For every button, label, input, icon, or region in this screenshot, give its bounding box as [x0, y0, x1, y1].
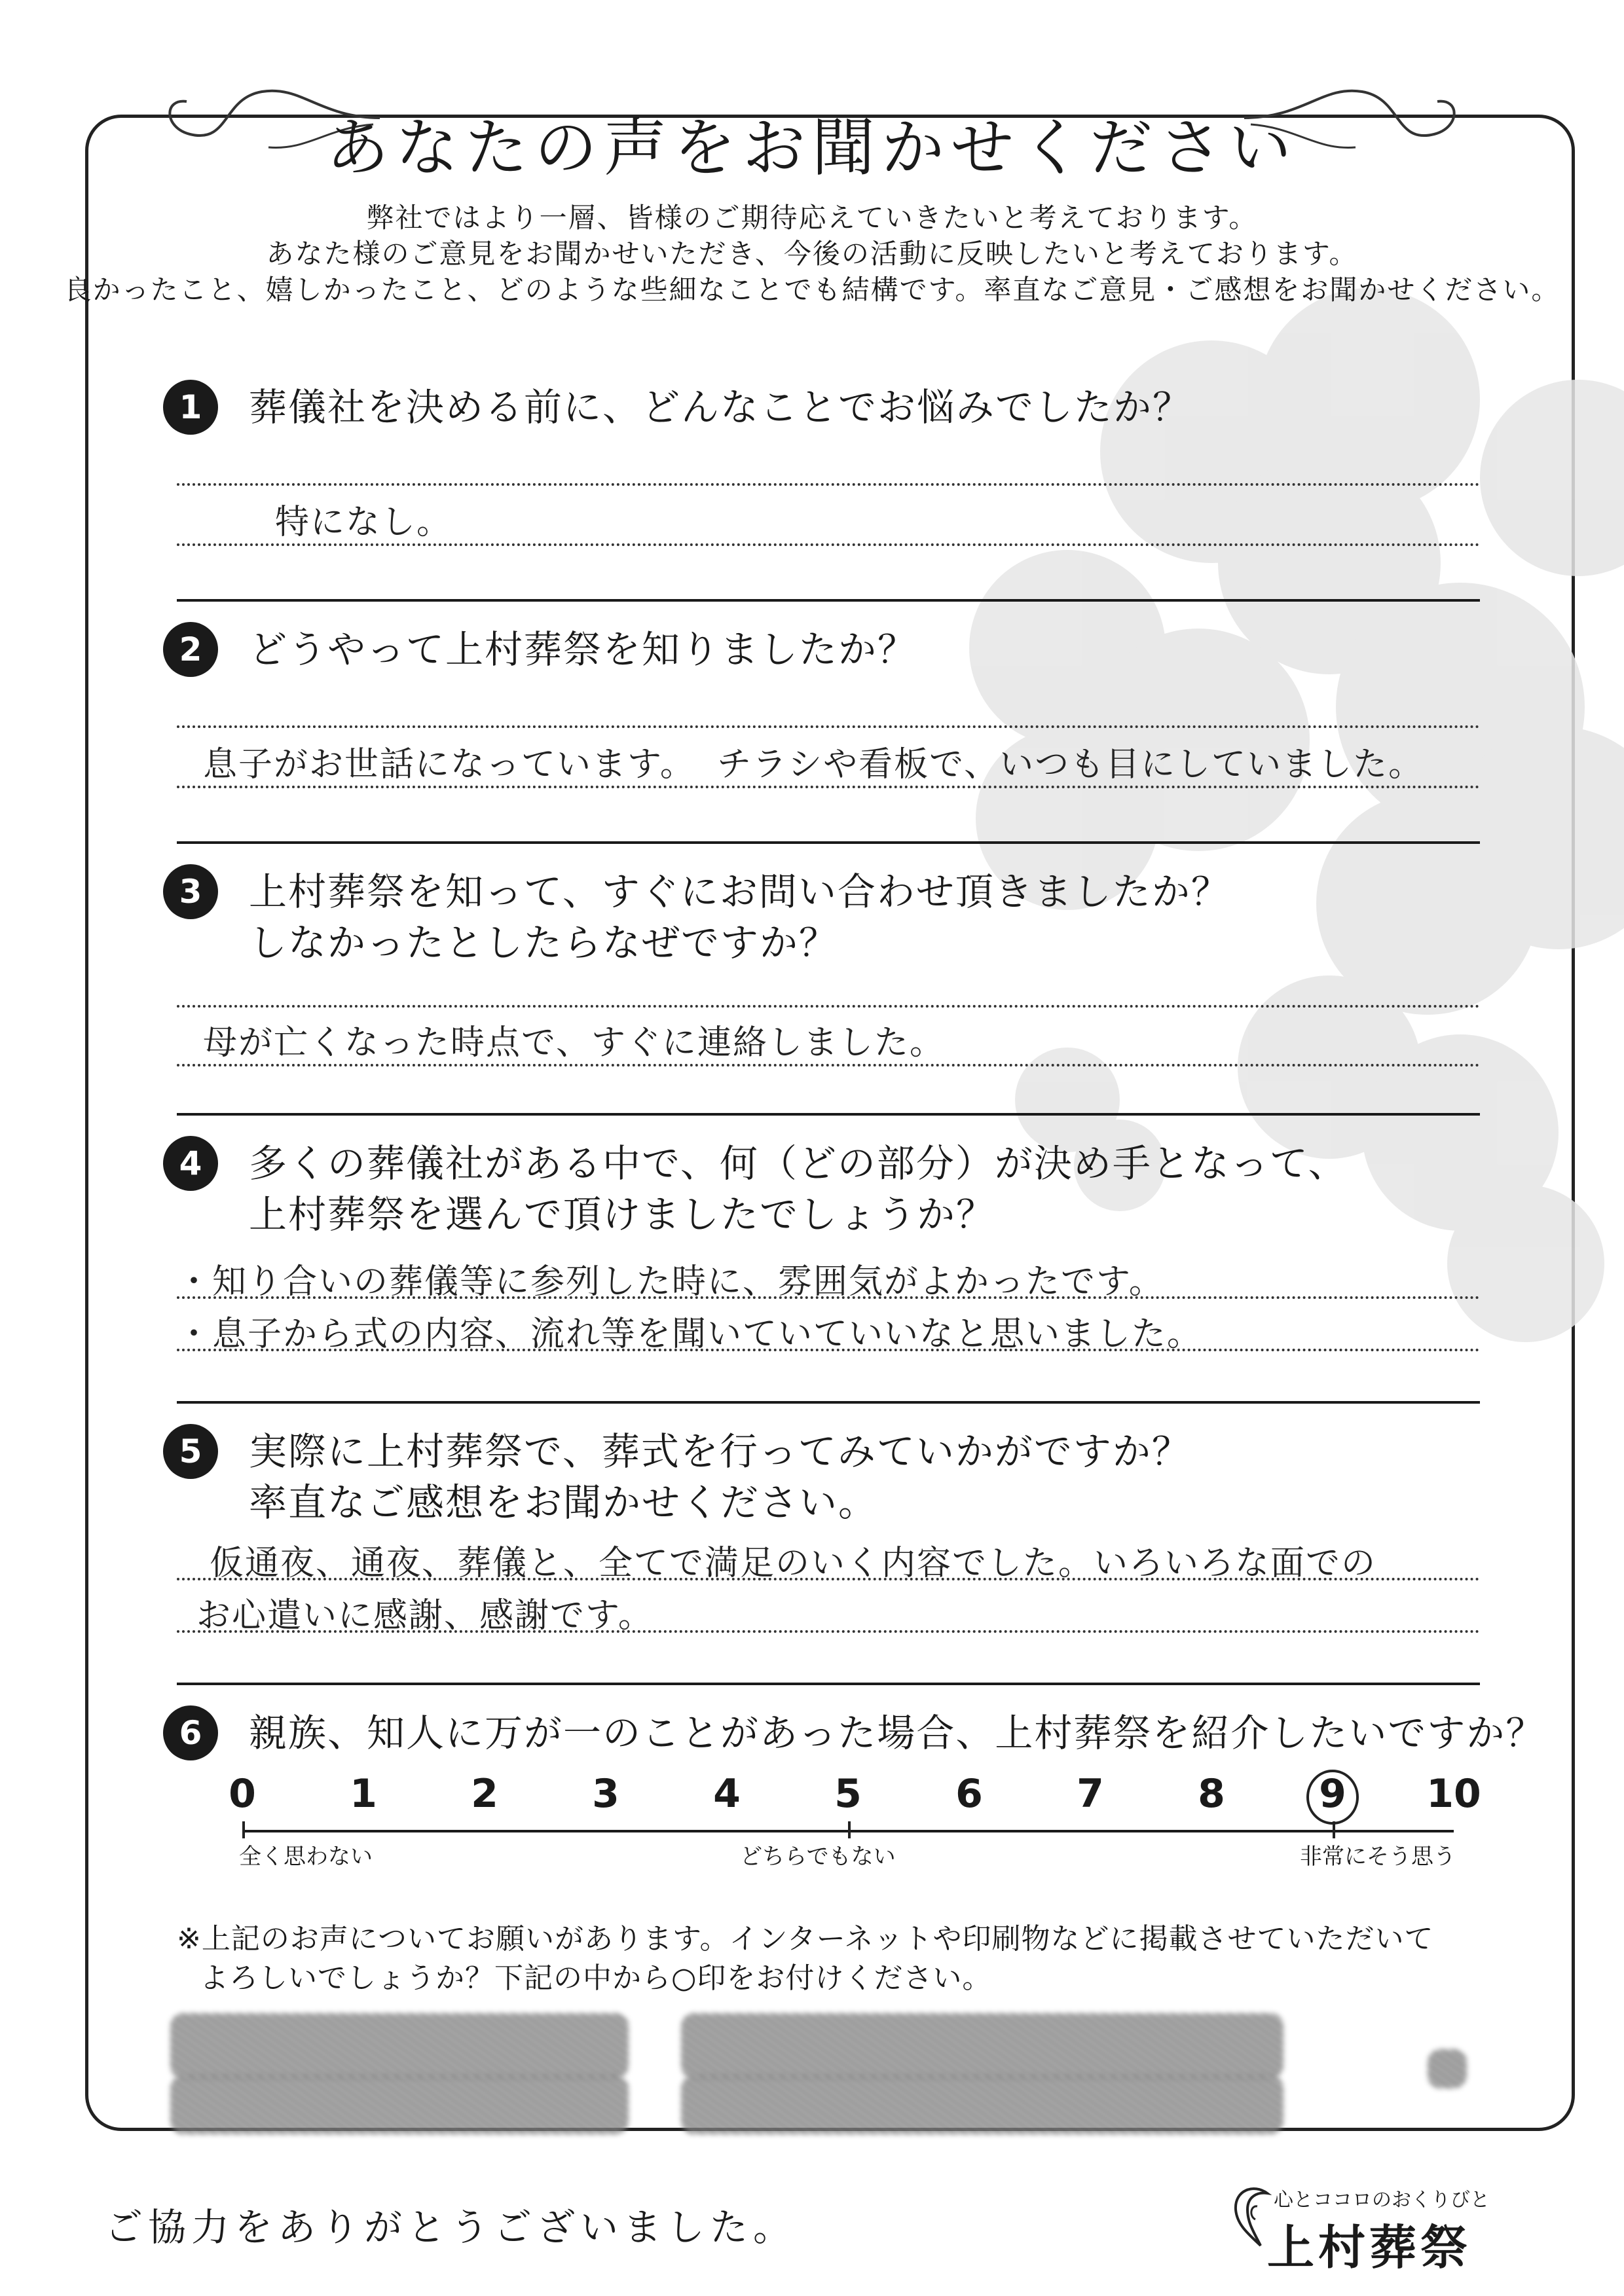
- question-text: 多くの葬儀社がある中で、何（どの部分）が決め手となって、: [249, 1141, 1348, 1186]
- handwritten-answer: ・息子から式の内容、流れ等を聞いていていいなと思いました。: [177, 1315, 1203, 1354]
- scale-option-1[interactable]: 1: [350, 1771, 377, 1817]
- section-divider: [177, 599, 1480, 602]
- intro-line: 良かったこと、嬉しかったこと、どのような些細なことでも結構です。率直なご意見・ご感想をお聞かせください。: [64, 274, 1560, 306]
- handwritten-answer: 特になし。: [275, 503, 452, 542]
- question-number-badge: 1: [163, 380, 218, 435]
- question-text: 実際に上村葬祭で、葬式を行ってみていかがですか？: [249, 1429, 1191, 1474]
- question-text: 親族、知人に万が一のことがあった場合、上村葬祭を紹介したいですか？: [249, 1711, 1545, 1755]
- publication-note: よろしいでしょうか？下記の中から○印をお付けください。: [200, 1961, 992, 1995]
- intro-line: あなた様のご意見をお聞かせいただき、今後の活動に反映したいと考えております。: [266, 238, 1358, 270]
- intro-line: 弊社ではより一層、皆様のご期待応えていきたいと考えております。: [366, 202, 1258, 234]
- scale-tick: [848, 1821, 851, 1838]
- scale-caption-middle: どちらでもない: [740, 1844, 896, 1870]
- scale-option-9[interactable]: 9: [1319, 1771, 1346, 1817]
- brand-name: 上村葬祭: [1267, 2220, 1472, 2275]
- question-number-badge: 6: [163, 1705, 218, 1760]
- question-text: しなかったとしたらなぜですか？: [249, 920, 839, 965]
- question-text: 上村葬祭を知って、すぐにお問い合わせ頂きましたか？: [249, 869, 1230, 914]
- answer-line: [177, 1005, 1480, 1008]
- question-number-badge: 2: [163, 622, 218, 677]
- redacted-option: [681, 2075, 1283, 2134]
- question-number-badge: 5: [163, 1424, 218, 1479]
- scale-tick: [242, 1821, 245, 1838]
- thanks-message: ご協力をありがとうございました。: [105, 2205, 797, 2250]
- question-number-badge: 4: [163, 1136, 218, 1191]
- scale-option-6[interactable]: 6: [955, 1771, 983, 1817]
- handwritten-answer: 息子がお世話になっています。 チラシや看板で、いつも目にしていました。: [203, 745, 1424, 784]
- question-text: どうやって上村葬祭を知りましたか？: [249, 627, 917, 672]
- answer-line: [177, 786, 1480, 788]
- handwritten-answer: ・知り合いの葬儀等に参列した時に、雰囲気がよかったです。: [177, 1262, 1164, 1302]
- answer-line: [177, 483, 1480, 486]
- scale-option-2[interactable]: 2: [471, 1771, 498, 1817]
- publication-note: ※上記のお声についてお願いがあります。インターネットや印刷物などに掲載させていただいて: [177, 1922, 1434, 1956]
- redacted-option: [681, 2013, 1283, 2079]
- section-divider: [177, 1401, 1480, 1404]
- answer-line: [177, 1630, 1480, 1633]
- answer-line: [177, 543, 1480, 546]
- handwritten-answer: お心遣いに感謝、感謝です。: [196, 1596, 654, 1635]
- answer-line: [177, 1349, 1480, 1351]
- scale-option-7[interactable]: 7: [1077, 1771, 1104, 1817]
- selected-circle-mark: [1303, 1768, 1362, 1827]
- scale-caption-low: 全く思わない: [239, 1844, 373, 1870]
- question-text: 上村葬祭を選んで頂けましたでしょうか？: [249, 1192, 996, 1237]
- scale-option-4[interactable]: 4: [713, 1771, 741, 1817]
- question-number-badge: 3: [163, 864, 218, 919]
- question-text: 葬儀社を決める前に、どんなことでお悩みでしたか？: [249, 385, 1192, 429]
- scale-option-10[interactable]: 10: [1426, 1771, 1481, 1817]
- brand-tagline: 心とココロのおくりびと: [1274, 2189, 1490, 2212]
- scale-option-0[interactable]: 0: [229, 1771, 256, 1817]
- redacted-mark: [1428, 2049, 1467, 2088]
- section-divider: [177, 1113, 1480, 1116]
- redacted-option: [170, 2075, 629, 2134]
- answer-line: [177, 1578, 1480, 1580]
- section-divider: [177, 841, 1480, 844]
- redacted-option: [170, 2013, 629, 2079]
- question-text: 率直なご感想をお聞かせください。: [249, 1480, 878, 1525]
- scale-option-5[interactable]: 5: [834, 1771, 862, 1817]
- scale-option-3[interactable]: 3: [592, 1771, 619, 1817]
- handwritten-answer: 母が亡くなった時点で、すぐに連絡しました。: [203, 1023, 945, 1063]
- answer-line: [177, 1064, 1480, 1066]
- answer-line: [177, 725, 1480, 728]
- scale-option-8[interactable]: 8: [1198, 1771, 1225, 1817]
- handwritten-answer: 仮通夜、通夜、葬儀と、全てで満足のいく内容でした。いろいろな面での: [210, 1544, 1377, 1583]
- answer-line: [177, 1296, 1480, 1299]
- section-divider: [177, 1683, 1480, 1685]
- scale-caption-high: 非常にそう思う: [1300, 1844, 1456, 1870]
- page-title: あなたの声をお聞かせください: [326, 111, 1298, 185]
